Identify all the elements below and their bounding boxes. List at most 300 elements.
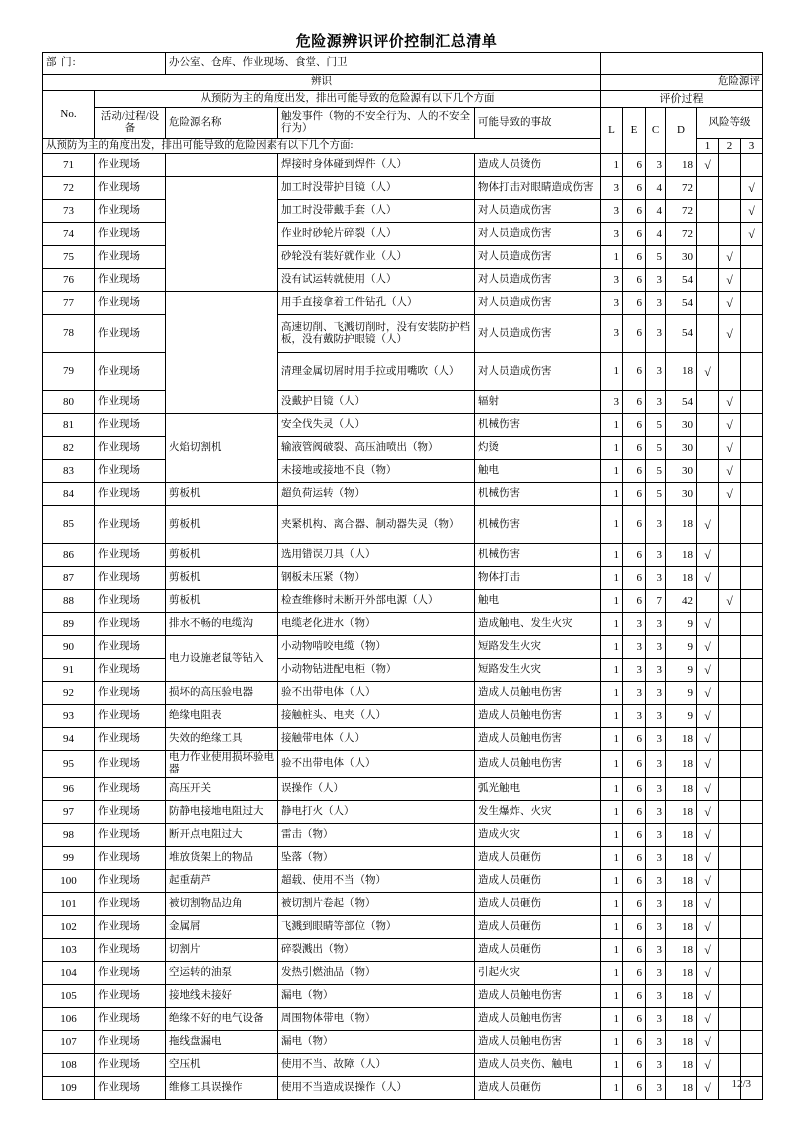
cell-trigger-event: 作业时砂轮片碎裂（人） — [278, 223, 475, 246]
cell-possible-accident: 造成人员触电伤害 — [475, 985, 601, 1008]
cell-risk-rank-1: √ — [697, 847, 719, 870]
cell-c: 3 — [646, 847, 666, 870]
table-row[interactable] — [43, 483, 763, 506]
cell-d: 9 — [666, 613, 697, 636]
cell-hazard-source: 电力作业使用损坏验电器 — [166, 751, 278, 778]
cell-c: 3 — [646, 962, 666, 985]
cell-c: 3 — [646, 682, 666, 705]
cell-risk-rank-1: √ — [697, 916, 719, 939]
cell-risk-rank-2 — [719, 870, 741, 893]
cell-activity: 作业现场 — [95, 200, 166, 223]
cell-l: 1 — [601, 916, 623, 939]
cell-possible-accident: 造成人员砸伤 — [475, 1077, 601, 1100]
cell-hazard-source: 电力设施老鼠等钻入 — [166, 636, 278, 682]
table-row[interactable] — [43, 985, 763, 1008]
cell-activity: 作业现场 — [95, 567, 166, 590]
cell-c: 3 — [646, 613, 666, 636]
department-right-blank — [601, 53, 763, 75]
cell-e: 6 — [623, 962, 646, 985]
cell-possible-accident: 对人员造成伤害 — [475, 269, 601, 292]
table-row[interactable] — [43, 847, 763, 870]
cell-e: 3 — [623, 705, 646, 728]
cell-activity: 作业现场 — [95, 1054, 166, 1077]
cell-c: 3 — [646, 353, 666, 391]
cell-risk-rank-3 — [741, 659, 763, 682]
cell-trigger-event: 未接地或接地不良（物） — [278, 460, 475, 483]
table-row[interactable] — [43, 590, 763, 613]
cell-risk-rank-2 — [719, 985, 741, 1008]
section-banner-row — [43, 75, 763, 91]
cell-trigger-event: 静电打火（人） — [278, 801, 475, 824]
cell-trigger-event: 钢板未压紧（物） — [278, 567, 475, 590]
cell-trigger-event: 雷击（物） — [278, 824, 475, 847]
cell-risk-rank-1: √ — [697, 636, 719, 659]
cell-e: 6 — [623, 847, 646, 870]
cell-risk-rank-3 — [741, 893, 763, 916]
col-header-process: 评价过程 — [601, 91, 763, 108]
row-number: 102 — [43, 916, 95, 939]
cell-d: 18 — [666, 1054, 697, 1077]
table-row[interactable] — [43, 801, 763, 824]
cell-risk-rank-2: √ — [719, 391, 741, 414]
col-header-rank-1: 1 — [697, 139, 719, 154]
cell-activity: 作业现场 — [95, 893, 166, 916]
cell-risk-rank-2 — [719, 939, 741, 962]
table-row[interactable] — [43, 269, 763, 292]
cell-possible-accident: 对人员造成伤害 — [475, 353, 601, 391]
row-number: 99 — [43, 847, 95, 870]
cell-trigger-event: 加工时没带戴手套（人） — [278, 200, 475, 223]
table-row[interactable] — [43, 506, 763, 544]
cell-l: 1 — [601, 506, 623, 544]
table-row[interactable] — [43, 751, 763, 778]
cell-hazard-source: 堆放货架上的物品 — [166, 847, 278, 870]
cell-trigger-event: 超负荷运转（物） — [278, 483, 475, 506]
cell-e: 3 — [623, 682, 646, 705]
cell-e: 6 — [623, 177, 646, 200]
cell-activity: 作业现场 — [95, 939, 166, 962]
table-row[interactable] — [43, 778, 763, 801]
cell-trigger-event: 接触桩头、电夹（人） — [278, 705, 475, 728]
cell-l: 3 — [601, 269, 623, 292]
table-row[interactable] — [43, 246, 763, 269]
cell-trigger-event: 漏电（物） — [278, 985, 475, 1008]
cell-risk-rank-1: √ — [697, 353, 719, 391]
cell-e: 6 — [623, 567, 646, 590]
cell-risk-rank-3 — [741, 391, 763, 414]
cell-e: 6 — [623, 916, 646, 939]
table-row[interactable] — [43, 870, 763, 893]
cell-risk-rank-2: √ — [719, 460, 741, 483]
cell-c: 7 — [646, 590, 666, 613]
table-row[interactable] — [43, 893, 763, 916]
cell-trigger-event: 飞溅到眼睛等部位（物） — [278, 916, 475, 939]
cell-activity: 作业现场 — [95, 870, 166, 893]
cell-d: 18 — [666, 154, 697, 177]
table-row[interactable] — [43, 962, 763, 985]
cell-e: 3 — [623, 659, 646, 682]
cell-risk-rank-1: √ — [697, 893, 719, 916]
cell-risk-rank-1: √ — [697, 728, 719, 751]
cell-risk-rank-2: √ — [719, 246, 741, 269]
cell-trigger-event: 用手直接拿着工件钻孔（人） — [278, 292, 475, 315]
cell-c: 3 — [646, 705, 666, 728]
cell-risk-rank-3 — [741, 870, 763, 893]
cell-risk-rank-2 — [719, 1031, 741, 1054]
row-number: 106 — [43, 1008, 95, 1031]
page-title: 危险源辨识评价控制汇总清单 — [295, 34, 498, 50]
cell-c: 3 — [646, 636, 666, 659]
cell-c: 3 — [646, 751, 666, 778]
cell-l: 1 — [601, 1031, 623, 1054]
cell-possible-accident: 造成人员触电伤害 — [475, 1031, 601, 1054]
cell-d: 72 — [666, 200, 697, 223]
cell-activity: 作业现场 — [95, 506, 166, 544]
section-evaluate-label: 危险源评 — [601, 75, 763, 91]
cell-risk-rank-1: √ — [697, 682, 719, 705]
cell-trigger-event: 安全伐失灵（人） — [278, 414, 475, 437]
cell-activity: 作业现场 — [95, 315, 166, 353]
cell-trigger-event: 被切割片卷起（物） — [278, 893, 475, 916]
table-row[interactable] — [43, 391, 763, 414]
cell-c: 3 — [646, 893, 666, 916]
cell-risk-rank-2 — [719, 223, 741, 246]
cell-c: 3 — [646, 1054, 666, 1077]
cell-d: 18 — [666, 353, 697, 391]
cell-c: 3 — [646, 292, 666, 315]
cell-l: 1 — [601, 824, 623, 847]
table-row[interactable] — [43, 824, 763, 847]
table-row[interactable] — [43, 682, 763, 705]
table-row[interactable] — [43, 414, 763, 437]
cell-l: 1 — [601, 728, 623, 751]
cell-d: 18 — [666, 893, 697, 916]
row-number: 82 — [43, 437, 95, 460]
row-number: 86 — [43, 544, 95, 567]
cell-l: 1 — [601, 437, 623, 460]
cell-c: 3 — [646, 269, 666, 292]
table-row[interactable] — [43, 1054, 763, 1077]
cell-risk-rank-3: √ — [741, 200, 763, 223]
row-number: 92 — [43, 682, 95, 705]
cell-risk-rank-1 — [697, 223, 719, 246]
cell-l: 3 — [601, 177, 623, 200]
cell-possible-accident: 机械伤害 — [475, 544, 601, 567]
cell-risk-rank-3 — [741, 778, 763, 801]
cell-hazard-source: 拖线盘漏电 — [166, 1031, 278, 1054]
cell-risk-rank-1 — [697, 590, 719, 613]
row-number: 89 — [43, 613, 95, 636]
cell-trigger-event: 发热引燃油品（物） — [278, 962, 475, 985]
cell-e: 6 — [623, 939, 646, 962]
table-row[interactable] — [43, 728, 763, 751]
cell-risk-rank-3 — [741, 483, 763, 506]
table-row[interactable] — [43, 1077, 763, 1100]
table-row[interactable] — [43, 567, 763, 590]
cell-e: 6 — [623, 292, 646, 315]
cell-risk-rank-1: √ — [697, 985, 719, 1008]
cell-l: 1 — [601, 847, 623, 870]
row-number: 78 — [43, 315, 95, 353]
cell-activity: 作业现场 — [95, 801, 166, 824]
cell-l: 1 — [601, 636, 623, 659]
cell-risk-rank-3 — [741, 353, 763, 391]
cell-l: 1 — [601, 893, 623, 916]
cell-risk-rank-3 — [741, 636, 763, 659]
department-value[interactable]: 办公室、仓库、作业现场、食堂、门卫 — [166, 53, 601, 75]
table-row[interactable] — [43, 437, 763, 460]
cell-c: 3 — [646, 985, 666, 1008]
cell-hazard-source: 高压开关 — [166, 778, 278, 801]
col-header-risk-level: 风险等级 — [697, 108, 763, 139]
cell-risk-rank-1: √ — [697, 939, 719, 962]
cell-hazard-source: 断开点电阻过大 — [166, 824, 278, 847]
table-body — [43, 53, 763, 1100]
cell-e: 6 — [623, 246, 646, 269]
cell-d: 9 — [666, 705, 697, 728]
cell-c: 5 — [646, 460, 666, 483]
cell-possible-accident: 造成人员触电伤害 — [475, 728, 601, 751]
col-header-activity: 活动/过程/设备 — [95, 108, 166, 139]
cell-risk-rank-3 — [741, 567, 763, 590]
cell-risk-rank-2 — [719, 636, 741, 659]
cell-risk-rank-3 — [741, 985, 763, 1008]
identify-subtitle: 从预防为主的角度出发，排出可能导致的危险源有以下几个方面 — [95, 91, 601, 108]
table-row[interactable] — [43, 613, 763, 636]
cell-l: 1 — [601, 613, 623, 636]
cell-d: 30 — [666, 437, 697, 460]
row-number: 83 — [43, 460, 95, 483]
cell-risk-rank-1: √ — [697, 801, 719, 824]
table-row[interactable] — [43, 1031, 763, 1054]
cell-trigger-event: 夹紧机构、离合器、制动器失灵（物） — [278, 506, 475, 544]
row-number: 76 — [43, 269, 95, 292]
cell-risk-rank-1: √ — [697, 1077, 719, 1100]
cell-trigger-event: 使用不当造成误操作（人） — [278, 1077, 475, 1100]
cell-l: 1 — [601, 1077, 623, 1100]
table-row[interactable] — [43, 315, 763, 353]
cell-activity: 作业现场 — [95, 414, 166, 437]
cell-e: 6 — [623, 223, 646, 246]
table-row[interactable] — [43, 705, 763, 728]
cell-e: 6 — [623, 269, 646, 292]
cell-risk-rank-2: √ — [719, 437, 741, 460]
cell-activity: 作业现场 — [95, 962, 166, 985]
cell-d: 18 — [666, 801, 697, 824]
cell-activity: 作业现场 — [95, 1008, 166, 1031]
cell-risk-rank-1: √ — [697, 870, 719, 893]
cell-c: 4 — [646, 177, 666, 200]
cell-trigger-event: 没有试运转就使用（人） — [278, 269, 475, 292]
cell-risk-rank-3 — [741, 682, 763, 705]
cell-risk-rank-3 — [741, 962, 763, 985]
cell-possible-accident: 机械伤害 — [475, 414, 601, 437]
cell-risk-rank-2 — [719, 705, 741, 728]
cell-c: 3 — [646, 154, 666, 177]
cell-risk-rank-3 — [741, 414, 763, 437]
cell-risk-rank-2 — [719, 824, 741, 847]
cell-risk-rank-1 — [697, 437, 719, 460]
table-row[interactable] — [43, 916, 763, 939]
cell-risk-rank-3 — [741, 613, 763, 636]
cell-risk-rank-2: √ — [719, 590, 741, 613]
table-row[interactable] — [43, 353, 763, 391]
cell-hazard-source: 剪板机 — [166, 590, 278, 613]
cell-e: 6 — [623, 985, 646, 1008]
cell-risk-rank-1: √ — [697, 506, 719, 544]
cell-risk-rank-3 — [741, 728, 763, 751]
cell-possible-accident: 造成人员砸伤 — [475, 939, 601, 962]
table-row[interactable] — [43, 544, 763, 567]
cell-l: 1 — [601, 659, 623, 682]
cell-hazard-source: 被切割物品边角 — [166, 893, 278, 916]
cell-risk-rank-1 — [697, 483, 719, 506]
row-number: 98 — [43, 824, 95, 847]
cell-l: 1 — [601, 939, 623, 962]
cell-hazard-source: 绝缘不好的电气设备 — [166, 1008, 278, 1031]
table-row[interactable] — [43, 177, 763, 200]
col-header-accident: 可能导致的事故 — [475, 108, 601, 139]
cell-hazard-source: 剪板机 — [166, 483, 278, 506]
cell-d: 18 — [666, 870, 697, 893]
row-number: 79 — [43, 353, 95, 391]
cell-possible-accident: 造成触电、发生火灾 — [475, 613, 601, 636]
cell-possible-accident: 灼烫 — [475, 437, 601, 460]
cell-activity: 作业现场 — [95, 353, 166, 391]
section-identify-label: 辨识 — [43, 75, 601, 91]
cell-e: 6 — [623, 751, 646, 778]
cell-risk-rank-2 — [719, 544, 741, 567]
cell-d: 54 — [666, 315, 697, 353]
cell-l: 1 — [601, 801, 623, 824]
cell-d: 30 — [666, 460, 697, 483]
cell-hazard-source: 空压机 — [166, 1054, 278, 1077]
cell-risk-rank-2: √ — [719, 292, 741, 315]
cell-e: 6 — [623, 544, 646, 567]
cell-possible-accident: 对人员造成伤害 — [475, 315, 601, 353]
cell-risk-rank-1 — [697, 460, 719, 483]
cell-c: 3 — [646, 801, 666, 824]
cell-e: 6 — [623, 870, 646, 893]
cell-risk-rank-2: √ — [719, 315, 741, 353]
department-row — [43, 53, 763, 75]
cell-c: 3 — [646, 506, 666, 544]
cell-risk-rank-1: √ — [697, 544, 719, 567]
cell-e: 6 — [623, 391, 646, 414]
cell-activity: 作业现场 — [95, 824, 166, 847]
row-number: 73 — [43, 200, 95, 223]
table-row[interactable] — [43, 460, 763, 483]
cell-c: 3 — [646, 728, 666, 751]
cell-risk-rank-2 — [719, 659, 741, 682]
cell-risk-rank-3 — [741, 544, 763, 567]
cell-activity: 作业现场 — [95, 916, 166, 939]
cell-risk-rank-3 — [741, 437, 763, 460]
cell-d: 9 — [666, 636, 697, 659]
cell-risk-rank-1: √ — [697, 613, 719, 636]
cell-d: 18 — [666, 728, 697, 751]
cell-risk-rank-2 — [719, 916, 741, 939]
col-header-no: No. — [43, 91, 95, 139]
cell-risk-rank-2 — [719, 177, 741, 200]
cell-risk-rank-1 — [697, 269, 719, 292]
table-row[interactable] — [43, 636, 763, 659]
cell-l: 1 — [601, 778, 623, 801]
cell-risk-rank-1 — [697, 200, 719, 223]
cell-risk-rank-1: √ — [697, 154, 719, 177]
cell-possible-accident: 造成人员触电伤害 — [475, 705, 601, 728]
cell-possible-accident: 造成火灾 — [475, 824, 601, 847]
cell-c: 3 — [646, 778, 666, 801]
cell-l: 1 — [601, 1008, 623, 1031]
cell-possible-accident: 短路发生火灾 — [475, 636, 601, 659]
cell-c: 3 — [646, 1031, 666, 1054]
cell-risk-rank-2 — [719, 801, 741, 824]
page-number: 12/3 — [731, 1078, 751, 1090]
cell-e: 3 — [623, 636, 646, 659]
cell-possible-accident: 造成人员触电伤害 — [475, 1008, 601, 1031]
cell-e: 6 — [623, 590, 646, 613]
cell-trigger-event: 小动物钻进配电柜（物） — [278, 659, 475, 682]
cell-hazard-source: 剪板机 — [166, 567, 278, 590]
cell-possible-accident: 对人员造成伤害 — [475, 223, 601, 246]
cell-d: 30 — [666, 414, 697, 437]
row-number: 107 — [43, 1031, 95, 1054]
cell-risk-rank-1: √ — [697, 962, 719, 985]
cell-risk-rank-2 — [719, 893, 741, 916]
cell-risk-rank-2 — [719, 847, 741, 870]
col-header-trigger: 触发事件（物的不安全行为、人的不安全行为） — [278, 108, 475, 139]
cell-d: 54 — [666, 391, 697, 414]
cell-trigger-event: 周围物体带电（物） — [278, 1008, 475, 1031]
table-row[interactable] — [43, 1008, 763, 1031]
table-row[interactable] — [43, 939, 763, 962]
cell-e: 6 — [623, 1077, 646, 1100]
column-header-row — [43, 108, 763, 139]
cell-risk-rank-2 — [719, 962, 741, 985]
table-row[interactable] — [43, 292, 763, 315]
cell-risk-rank-1 — [697, 292, 719, 315]
cell-d: 18 — [666, 985, 697, 1008]
table-row[interactable] — [43, 200, 763, 223]
cell-d: 42 — [666, 590, 697, 613]
row-number: 74 — [43, 223, 95, 246]
cell-trigger-event: 误操作（人） — [278, 778, 475, 801]
row-number: 84 — [43, 483, 95, 506]
table-row[interactable] — [43, 223, 763, 246]
cell-activity: 作业现场 — [95, 177, 166, 200]
cell-possible-accident: 触电 — [475, 590, 601, 613]
cell-l: 1 — [601, 246, 623, 269]
table-row[interactable] — [43, 154, 763, 177]
cell-trigger-event: 漏电（物） — [278, 1031, 475, 1054]
cell-l: 1 — [601, 1054, 623, 1077]
col-header-e: E — [623, 108, 646, 154]
cell-risk-rank-2 — [719, 154, 741, 177]
table-row[interactable] — [43, 659, 763, 682]
cell-d: 54 — [666, 292, 697, 315]
cell-risk-rank-2 — [719, 200, 741, 223]
cell-risk-rank-1: √ — [697, 1054, 719, 1077]
row-number: 105 — [43, 985, 95, 1008]
cell-risk-rank-3 — [741, 1008, 763, 1031]
cell-d: 9 — [666, 682, 697, 705]
cell-risk-rank-1: √ — [697, 1008, 719, 1031]
cell-activity: 作业现场 — [95, 391, 166, 414]
cell-possible-accident: 引起火灾 — [475, 962, 601, 985]
cell-activity: 作业现场 — [95, 223, 166, 246]
cell-risk-rank-3 — [741, 847, 763, 870]
